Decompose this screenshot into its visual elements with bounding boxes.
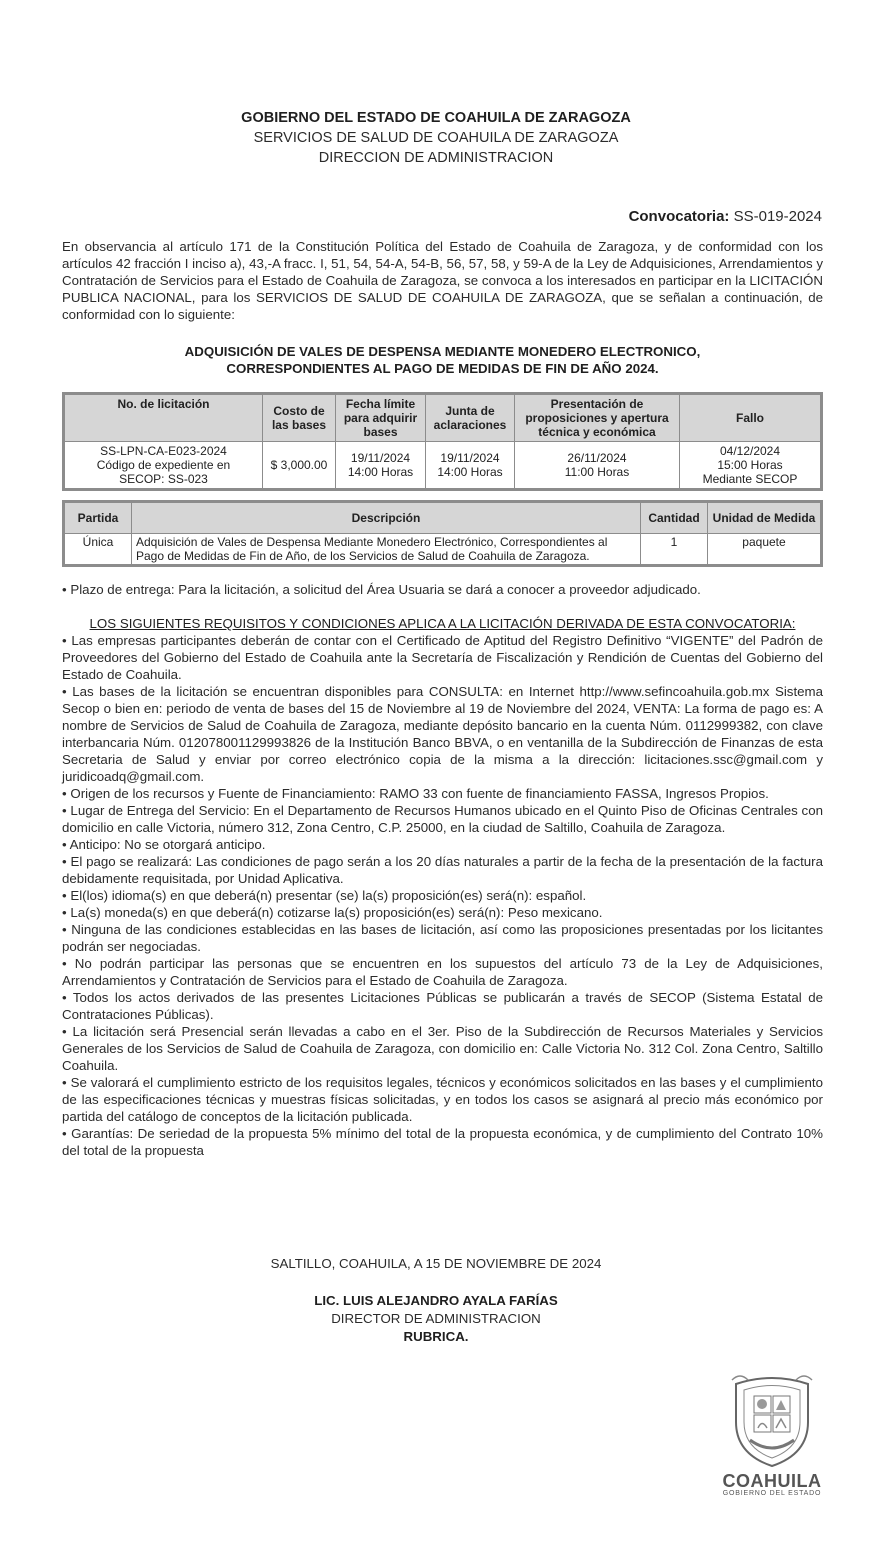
list-item: • Las bases de la licitación se encuentran disponibles para CONSULTA: en Internet http://www.sefincoahuila.gob.mx Sistema Secop o bien en: periodo de venta de bases del 15 de Noviembre al 19 de Noviembre del 2024, VENTA: La forma de pago es: A nombre de Servicios de Salud de Coahuila de Zaragoza, mediante depósito bancario en la cuenta Núm. 0112999382, con clave interbancaria Núm. 012078001129993826 de la Institución Banco BBVA, o en ventanilla de la Subdirección de Finanzas de esta Secretaria de Salud y enviar por correo electrónico copia de la misma a la dirección: licitaciones.ssc@gmail.com y juridicoadq@gmail.com. [62, 684, 823, 784]
fallo-medium: Mediante SECOP [702, 472, 798, 486]
list-item: • Anticipo: No se otorgará anticipo. [62, 837, 266, 852]
expediente-label: Código de expediente en [96, 458, 231, 472]
place-date: SALTILLO, COAHUILA, A 15 DE NOVIEMBRE DE 2024 [270, 1256, 602, 1271]
tender-subtitle [62, 343, 823, 377]
cell-cantidad: 1 [641, 534, 708, 566]
coahuila-wordmark: COAHUILA [722, 1471, 822, 1491]
cell-descripcion: Adquisición de Vales de Despensa Mediante Monedero Electrónico, Correspondientes al Pago de Medidas de Fin de Año, de los Servicios de Salud de Coahuila de Zaragoza. [132, 534, 641, 566]
licitacion-number: SS-LPN-CA-E023-2024 [100, 444, 227, 458]
tender-subtitle-line1: ADQUISICIÓN DE VALES DE DESPENSA MEDIANTE MONEDERO ELECTRONICO, [184, 344, 701, 359]
col-header-cantidad: Cantidad [641, 502, 708, 534]
col-header-fallo: Fallo [680, 394, 822, 442]
convocatoria-number: SS-019-2024 [733, 208, 822, 225]
header-health-services: SERVICIOS DE SALUD DE COAHUILA DE ZARAGOZA [253, 130, 619, 146]
list-item: • Lugar de Entrega del Servicio: En el Departamento de Recursos Humanos ubicado en el Quinto Piso de Oficinas Centrales con domicilio en calle Victoria, número 312, Zona Centro, C.P. 25000, en la ciudad de Saltillo, Coahuila de Zaragoza. [62, 803, 823, 835]
col-header-presentacion: Presentación de proposiciones y apertura técnica y económica [515, 394, 680, 442]
list-item: • Se valorará el cumplimiento estricto de los requisitos legales, técnicos y económicos solicitados en las bases y el cumplimiento de las especificaciones técnicas y muestras físicas solicitadas, y en todos los casos se asignará al precio más económico por partida del catálogo de conceptos de la licitación publicada. [62, 1075, 823, 1124]
convocatoria-heading [629, 207, 822, 227]
coahuila-seal-icon [714, 1370, 830, 1470]
table-row [64, 442, 822, 490]
coahuila-logo [714, 1370, 830, 1500]
requisitos-title: LOS SIGUIENTES REQUISITOS Y CONDICIONES APLICA A LA LICITACIÓN DERIVADA DE ESTA CONVOCATORIA: [89, 616, 796, 631]
plazo-entrega: • Plazo de entrega: Para la licitación, a solicitud del Área Usuaria se dará a conocer a proveedor adjudicado. [62, 582, 701, 597]
fecha-limite-time: 14:00 Horas [347, 465, 414, 479]
cell-costo: $ 3,000.00 [263, 442, 336, 490]
fecha-limite-date: 19/11/2024 [350, 451, 411, 465]
list-item: • Ninguna de las condiciones establecidas en las bases de licitación, así como las proposiciones presentadas por los licitantes podrán ser negociadas. [62, 922, 823, 954]
rubrica-label: RUBRICA. [403, 1329, 469, 1344]
intro-paragraph: En observancia al artículo 171 de la Constitución Política del Estado de Coahuila de Zaragoza, y de conformidad con los artículos 42 fracción I inciso a), 43,-A fracc. I, 51, 54, 54-A, 54-B, 56, 57, 58, y 59-A de la Ley de Adquisiciones, Arrendamientos y Contratación de Servicios para el Estado de Coahuila de Zaragoza, se convoca a los interesados en participar en la LICITACIÓN PUBLICA NACIONAL, para los SERVICIOS DE SALUD DE COAHUILA DE ZARAGOZA, que se señalan a continuación, de conformidad con lo siguiente: [62, 239, 823, 322]
gobierno-estado-label: GOBIERNO DEL ESTADO [722, 1490, 822, 1497]
requisitos-list [62, 632, 823, 1159]
document-header [0, 108, 872, 168]
header-government: GOBIERNO DEL ESTADO DE COAHUILA DE ZARAGOZA [241, 110, 631, 126]
convocatoria-label: Convocatoria: [628, 208, 730, 225]
table-header-row [64, 394, 822, 442]
list-item: • La licitación será Presencial serán llevadas a cabo en el 3er. Piso de la Subdirección de Recursos Materiales y Servicios Generales de los Servicios de Salud de Coahuila de Zaragoza, con domicilio en: Calle Victoria No. 312 Col. Zona Centro, Saltillo Coahuila. [62, 1024, 823, 1073]
col-header-junta: Junta de aclaraciones [426, 394, 515, 442]
fallo-time: 15:00 Horas [717, 458, 783, 472]
header-administration: DIRECCION DE ADMINISTRACION [318, 150, 554, 166]
table-header-row [64, 502, 822, 534]
col-header-no-licitacion: No. de licitación [64, 394, 263, 442]
col-header-descripcion: Descripción [132, 502, 641, 534]
list-item: • No podrán participar las personas que se encuentren en los supuestos del artículo 73 de la Ley de Adquisiciones, Arrendamientos y Contratación de Servicios para el Estado de Coahuila de Zaragoza. [62, 956, 823, 988]
tender-subtitle-line2: CORRESPONDIENTES AL PAGO DE MEDIDAS DE FIN DE AÑO 2024. [226, 361, 659, 376]
cell-fecha-limite [336, 442, 426, 490]
cell-unidad: paquete [708, 534, 822, 566]
fallo-date: 04/12/2024 [719, 444, 781, 458]
presentacion-date: 26/11/2024 [567, 451, 627, 465]
items-table [62, 500, 823, 567]
list-item: • El(los) idioma(s) en que deberá(n) presentar (se) la(s) proposición(es) será(n): español. [62, 888, 587, 903]
junta-date: 19/11/2024 [440, 451, 500, 465]
col-header-costo: Costo de las bases [263, 394, 336, 442]
list-item: • La(s) moneda(s) en que deberá(n) cotizarse la(s) proposición(es) será(n): Peso mexicano. [62, 905, 603, 920]
list-item: • Las empresas participantes deberán de contar con el Certificado de Aptitud del Registro Definitivo “VIGENTE” del Padrón de Proveedores del Gobierno del Estado de Coahuila ante la Secretaría de Fiscalización y Rendición de Cuentas del Gobierno del Estado de Coahuila. [62, 633, 823, 682]
signature-block [0, 1255, 872, 1346]
col-header-unidad: Unidad de Medida [708, 502, 822, 534]
list-item: • Garantías: De seriedad de la propuesta 5% mínimo del total de la propuesta económica, y de cumplimiento del Contrato 10% del total de la propuesta [62, 1126, 823, 1158]
list-item: • Todos los actos derivados de las presentes Licitaciones Públicas se publicarán a través de SECOP (Sistema Estatal de Contrataciones Públicas). [62, 990, 823, 1022]
expediente-secop: SECOP: SS-023 [119, 472, 208, 486]
tender-schedule-table [62, 392, 823, 491]
col-header-fecha-limite: Fecha límite para adquirir bases [336, 394, 426, 442]
table-row [64, 534, 822, 566]
cell-presentacion [515, 442, 680, 490]
presentacion-time: 11:00 Horas [564, 465, 630, 479]
cell-no-licitacion [64, 442, 263, 490]
signer-role: DIRECTOR DE ADMINISTRACION [331, 1311, 541, 1326]
cell-fallo [680, 442, 822, 490]
signer-name: LIC. LUIS ALEJANDRO AYALA FARÍAS [314, 1293, 558, 1308]
cell-junta [426, 442, 515, 490]
list-item: • Origen de los recursos y Fuente de Financiamiento: RAMO 33 con fuente de financiamiento FASSA, Ingresos Propios. [62, 786, 769, 801]
list-item: • El pago se realizará: Las condiciones de pago serán a los 20 días naturales a partir de la fecha de la presentación de la factura debidamente requisitada, por Unidad Aplicativa. [62, 854, 823, 886]
cell-partida: Única [64, 534, 132, 566]
col-header-partida: Partida [64, 502, 132, 534]
junta-time: 14:00 Horas [437, 465, 503, 479]
